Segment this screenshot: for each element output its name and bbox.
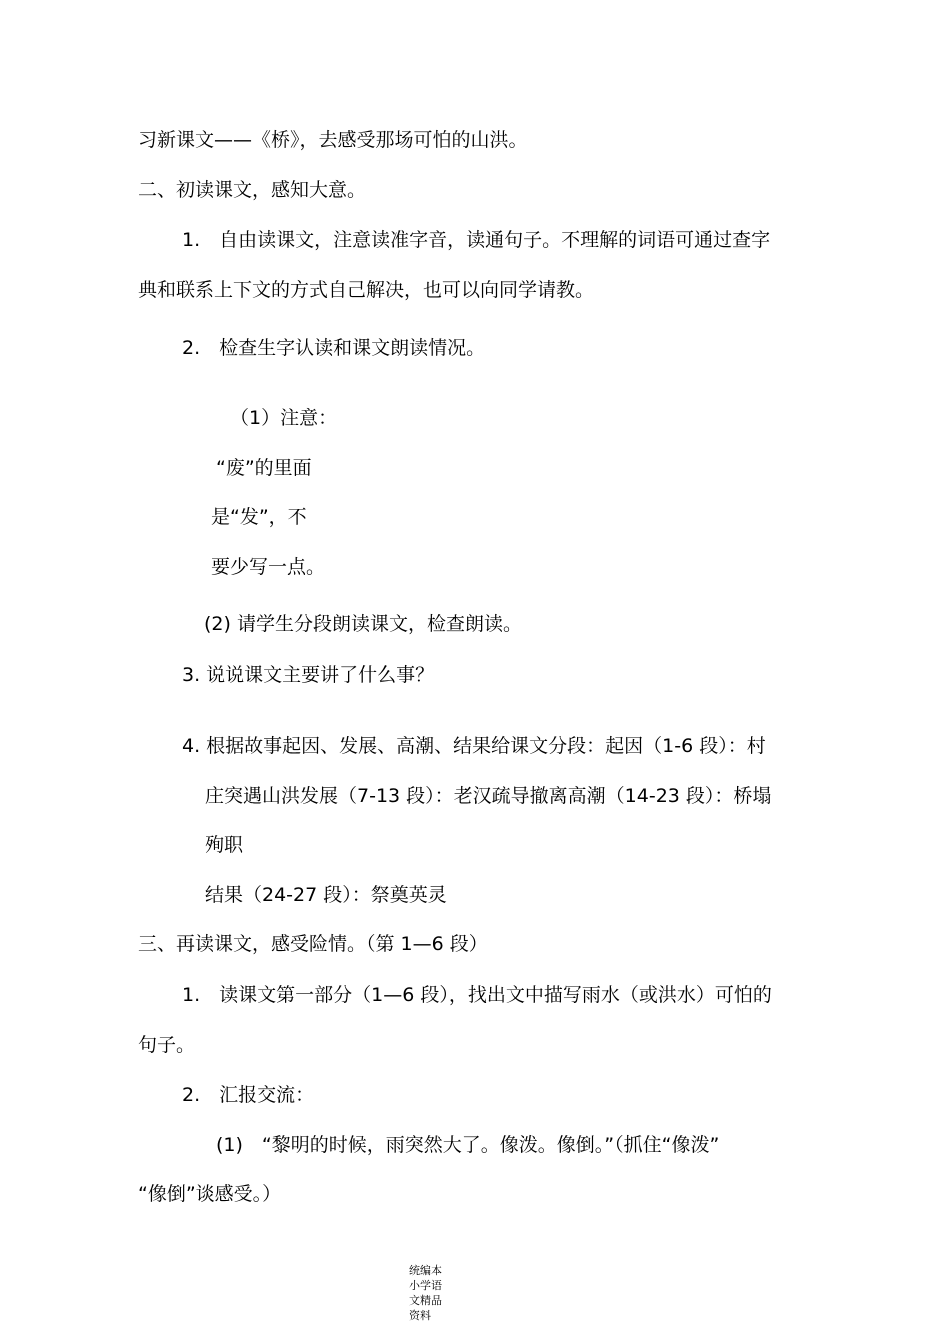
text-line: 习新课文——《桥》，去感受那场可怕的山洪。 bbox=[138, 129, 528, 151]
text-line: (2) 请学生分段朗读课文，检查朗读。 bbox=[204, 613, 522, 635]
footer-watermark: 统编本 小学语 文精品 资料 bbox=[409, 1264, 442, 1322]
text-line: (1) “黎明的时候，雨突然大了。像泼。像倒。”（抓住“像泼” bbox=[216, 1134, 720, 1156]
text-line: 2. 汇报交流： bbox=[182, 1084, 315, 1106]
text-line: “像倒”谈感受。） bbox=[138, 1183, 282, 1205]
text-line: 1. 读课文第一部分（1—6 段），找出文中描写雨水（或洪水）可怕的 bbox=[182, 984, 772, 1006]
text-line: 句子。 bbox=[138, 1034, 196, 1056]
text-line: 结果（24-27 段）：祭奠英灵 bbox=[205, 884, 447, 906]
section-heading: 二、初读课文，感知大意。 bbox=[138, 179, 367, 201]
text-line: “废”的里面 bbox=[216, 457, 312, 479]
text-line: 庄突遇山洪发展（7-13 段）：老汉疏导撤离高潮（14-23 段）：桥塌 bbox=[205, 785, 772, 807]
text-line: （1）注意： bbox=[230, 407, 338, 429]
section-heading: 三、再读课文，感受险情。（第 1—6 段） bbox=[138, 933, 488, 955]
text-line: 是“发”，不 bbox=[211, 506, 307, 528]
text-line: 殉职 bbox=[205, 834, 244, 856]
text-line: 3. 说说课文主要讲了什么事？ bbox=[182, 664, 435, 686]
text-line: 典和联系上下文的方式自己解决，也可以向同学请教。 bbox=[138, 279, 595, 301]
text-line: 4. 根据故事起因、发展、高潮、结果给课文分段：起因（1-6 段）：村 bbox=[182, 735, 766, 757]
text-line: 要少写一点。 bbox=[211, 556, 326, 578]
text-line: 2. 检查生字认读和课文朗读情况。 bbox=[182, 337, 486, 359]
text-line: 1. 自由读课文，注意读准字音，读通句子。不理解的词语可通过查字 bbox=[182, 229, 771, 251]
